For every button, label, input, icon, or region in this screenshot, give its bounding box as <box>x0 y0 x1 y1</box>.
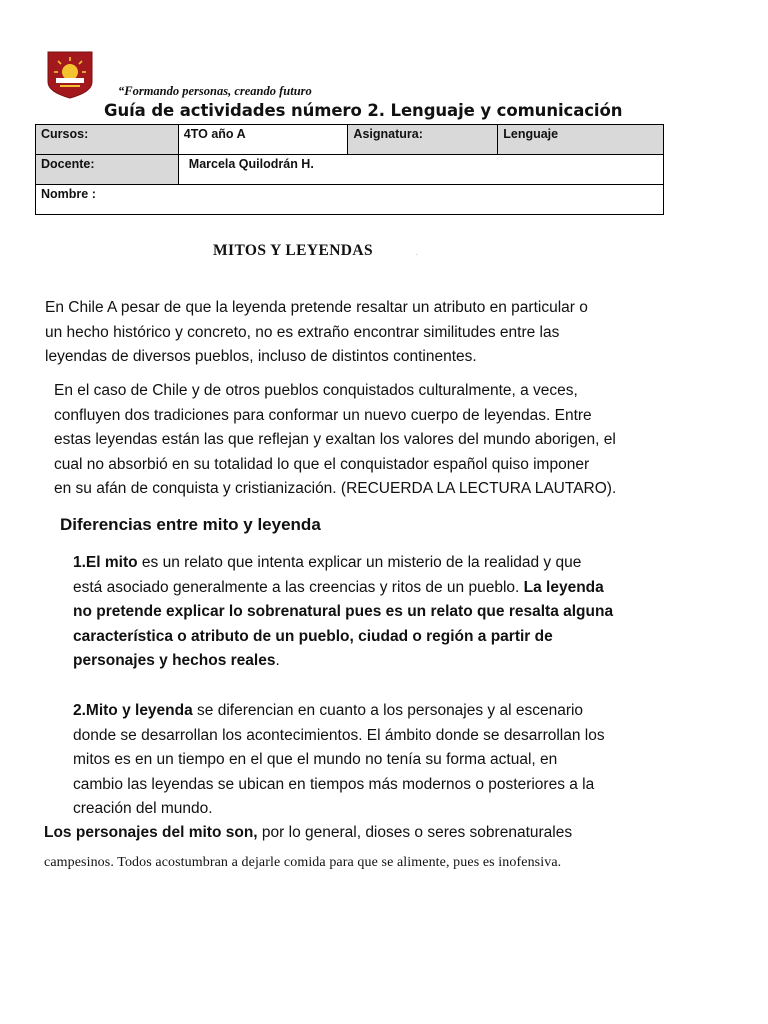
nombre-field[interactable]: Nombre : <box>36 185 664 215</box>
item-bold: característica o atributo de un pueblo, ciudad o región a partir de <box>73 627 553 645</box>
item-text: está asociado generalmente a las creencias y ritos de un pueblo. <box>73 578 524 596</box>
item-line <box>73 649 763 674</box>
personajes-text: por lo general, dioses o seres sobrenaturales <box>257 824 573 841</box>
item-line: mitos es en un tiempo en el que el mundo no tenía su forma actual, en <box>73 751 558 769</box>
item-line <box>73 576 763 601</box>
item-line <box>73 625 763 650</box>
difference-item-2 <box>73 699 763 822</box>
item-line <box>73 699 763 724</box>
item-line: creación del mundo. <box>73 800 213 818</box>
personajes-bold: Los personajes del mito son, <box>44 824 258 841</box>
item-bold: personajes y hechos reales <box>73 652 276 670</box>
item-line: donde se desarrollan los acontecimientos. El ámbito donde se desarrollan los <box>73 726 605 744</box>
asignatura-label: Asignatura: <box>348 125 498 155</box>
paragraph-line: cual no absorbió en su totalidad lo que el conquistador español quiso imponer <box>54 455 590 473</box>
guide-title: Guía de actividades número 2. Lenguaje y comunicación <box>104 101 623 120</box>
school-crest-icon <box>44 48 96 100</box>
cursos-value: 4TO año A <box>178 125 348 155</box>
intro-paragraph <box>45 296 765 370</box>
info-table <box>35 124 664 215</box>
paragraph-line: estas leyendas están las que reflejan y exaltan los valores del mundo aborigen, el <box>54 431 616 449</box>
item-line: cambio las leyendas se ubican en tiempos más modernos o posteriores a la <box>73 775 595 793</box>
personajes-line <box>44 824 572 842</box>
item-line <box>73 600 763 625</box>
paragraph-line: En el caso de Chile y de otros pueblos conquistados culturalmente, a veces, <box>54 382 578 399</box>
difference-item-1 <box>73 551 763 674</box>
item-bold: no pretende explicar lo sobrenatural pues es un relato que resalta alguna <box>73 603 614 621</box>
cursos-label: Cursos: <box>36 125 179 155</box>
school-motto: “Formando personas, creando futuro <box>118 84 312 98</box>
item-bold: 1.El mito <box>73 554 138 571</box>
paragraph-line: un hecho histórico y concreto, no es extraño encontrar similitudes entre las <box>45 323 560 341</box>
item-line <box>73 551 763 576</box>
docente-value: Marcela Quilodrán H. <box>178 155 663 185</box>
campesinos-line: campesinos. Todos acostumbran a dejarle comida para que se alimente, pues es inofensiva. <box>44 855 562 870</box>
item-bold: 2.Mito y leyenda <box>73 702 193 719</box>
item-text: . <box>275 652 280 670</box>
section-title: MITOS Y LEYENDAS <box>213 242 373 259</box>
asignatura-value: Lenguaje <box>498 125 664 155</box>
paragraph-line: leyendas de diversos pueblos, incluso de distintos continentes. <box>45 348 477 366</box>
item-bold: La leyenda <box>523 578 604 596</box>
chile-paragraph <box>54 379 764 502</box>
item-text: se diferencian en cuanto a los personajes y al escenario <box>192 702 584 719</box>
paragraph-line: En Chile A pesar de que la leyenda pretende resaltar un atributo en particular o <box>45 299 588 316</box>
item-text: es un relato que intenta explicar un misterio de la realidad y que <box>137 554 582 571</box>
subheading: Diferencias entre mito y leyenda <box>60 515 321 534</box>
section-dot: . <box>416 250 418 257</box>
paragraph-line: en su afán de conquista y cristianización. (RECUERDA LA LECTURA LAUTARO). <box>54 480 617 498</box>
docente-label: Docente: <box>36 155 179 185</box>
paragraph-line: confluyen dos tradiciones para conformar un nuevo cuerpo de leyendas. Entre <box>54 406 592 424</box>
